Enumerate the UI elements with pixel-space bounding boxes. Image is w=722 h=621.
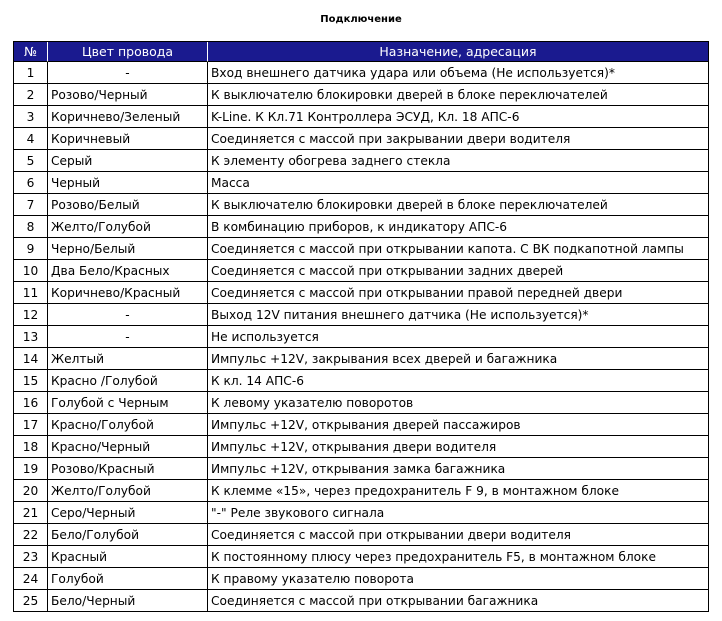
table-row: [14, 480, 709, 502]
table-row: [14, 392, 709, 414]
table-row: [14, 458, 709, 480]
cell-wire-color: Красно/Черный: [48, 436, 208, 458]
cell-num: 3: [14, 106, 48, 128]
cell-num: 11: [14, 282, 48, 304]
cell-wire-color: Красный: [48, 546, 208, 568]
table-row: [14, 370, 709, 392]
cell-purpose: Соединяется с массой при закрывании двери водителя: [208, 128, 709, 150]
cell-purpose: Импульс +12V, открывания дверей пассажиров: [208, 414, 709, 436]
table-row: [14, 194, 709, 216]
cell-purpose: Соединяется с массой при открывании капота. С ВК подкапотной лампы: [208, 238, 709, 260]
cell-num: 14: [14, 348, 48, 370]
cell-num: 1: [14, 62, 48, 84]
cell-purpose: "-" Реле звукового сигнала: [208, 502, 709, 524]
table-row: [14, 348, 709, 370]
connection-table: [13, 41, 709, 612]
table-row: [14, 216, 709, 238]
cell-num: 9: [14, 238, 48, 260]
cell-num: 4: [14, 128, 48, 150]
cell-purpose: К левому указателю поворотов: [208, 392, 709, 414]
cell-wire-color: Черно/Белый: [48, 238, 208, 260]
cell-wire-color: Розово/Черный: [48, 84, 208, 106]
cell-num: 20: [14, 480, 48, 502]
table-row: [14, 304, 709, 326]
cell-purpose: Выход 12V питания внешнего датчика (Не используется)*: [208, 304, 709, 326]
table-row: [14, 326, 709, 348]
cell-num: 23: [14, 546, 48, 568]
cell-wire-color: Розово/Красный: [48, 458, 208, 480]
cell-purpose: Импульс +12V, открывания двери водителя: [208, 436, 709, 458]
cell-num: 10: [14, 260, 48, 282]
cell-purpose: К кл. 14 АПС-6: [208, 370, 709, 392]
table-row: [14, 502, 709, 524]
table-row: [14, 62, 709, 84]
cell-num: 2: [14, 84, 48, 106]
cell-purpose: Масса: [208, 172, 709, 194]
cell-num: 16: [14, 392, 48, 414]
cell-wire-color: Серый: [48, 150, 208, 172]
table-row: [14, 524, 709, 546]
cell-purpose: К выключателю блокировки дверей в блоке переключателей: [208, 194, 709, 216]
cell-purpose: Соединяется с массой при открывании двери водителя: [208, 524, 709, 546]
cell-num: 15: [14, 370, 48, 392]
cell-purpose: К постоянному плюсу через предохранитель F5, в монтажном блоке: [208, 546, 709, 568]
cell-purpose: К выключателю блокировки дверей в блоке переключателей: [208, 84, 709, 106]
cell-num: 6: [14, 172, 48, 194]
cell-purpose: Соединяется с массой при открывании правой передней двери: [208, 282, 709, 304]
cell-wire-color: Серо/Черный: [48, 502, 208, 524]
cell-num: 19: [14, 458, 48, 480]
cell-wire-color: Коричнево/Зеленый: [48, 106, 208, 128]
cell-wire-color: Красно /Голубой: [48, 370, 208, 392]
table-row: [14, 172, 709, 194]
cell-purpose: Не используется: [208, 326, 709, 348]
table-row: [14, 106, 709, 128]
cell-wire-color: Бело/Голубой: [48, 524, 208, 546]
cell-wire-color: Коричневый: [48, 128, 208, 150]
cell-wire-color: Коричнево/Красный: [48, 282, 208, 304]
cell-purpose: К элементу обогрева заднего стекла: [208, 150, 709, 172]
cell-wire-color: Бело/Черный: [48, 590, 208, 612]
header-num: №: [14, 42, 48, 62]
table-row: [14, 260, 709, 282]
cell-wire-color: Голубой с Черным: [48, 392, 208, 414]
cell-wire-color: -: [48, 326, 208, 348]
cell-num: 18: [14, 436, 48, 458]
cell-purpose: В комбинацию приборов, к индикатору АПС-6: [208, 216, 709, 238]
header-wire-color: Цвет провода: [48, 42, 208, 62]
cell-wire-color: -: [48, 304, 208, 326]
cell-num: 22: [14, 524, 48, 546]
table-row: [14, 282, 709, 304]
table-header-row: [14, 42, 709, 62]
cell-num: 8: [14, 216, 48, 238]
cell-num: 17: [14, 414, 48, 436]
cell-wire-color: Желтый: [48, 348, 208, 370]
table-row: [14, 568, 709, 590]
table-row: [14, 590, 709, 612]
cell-wire-color: Желто/Голубой: [48, 480, 208, 502]
cell-wire-color: Красно/Голубой: [48, 414, 208, 436]
cell-wire-color: Розово/Белый: [48, 194, 208, 216]
table-row: [14, 436, 709, 458]
cell-num: 13: [14, 326, 48, 348]
cell-wire-color: Желто/Голубой: [48, 216, 208, 238]
header-purpose: Назначение, адресация: [208, 42, 709, 62]
cell-purpose: Импульс +12V, закрывания всех дверей и багажника: [208, 348, 709, 370]
table-row: [14, 128, 709, 150]
cell-purpose: Импульс +12V, открывания замка багажника: [208, 458, 709, 480]
table-row: [14, 150, 709, 172]
cell-purpose: Вход внешнего датчика удара или объема (Не используется)*: [208, 62, 709, 84]
table-row: [14, 238, 709, 260]
table-row: [14, 414, 709, 436]
cell-wire-color: -: [48, 62, 208, 84]
table-row: [14, 546, 709, 568]
cell-num: 21: [14, 502, 48, 524]
cell-num: 24: [14, 568, 48, 590]
table-row: [14, 84, 709, 106]
cell-num: 5: [14, 150, 48, 172]
page-title: Подключение: [320, 14, 402, 25]
cell-purpose: K-Line. К Кл.71 Контроллера ЭСУД, Кл. 18 АПС-6: [208, 106, 709, 128]
cell-purpose: К клемме «15», через предохранитель F 9, в монтажном блоке: [208, 480, 709, 502]
cell-wire-color: Голубой: [48, 568, 208, 590]
cell-num: 25: [14, 590, 48, 612]
cell-wire-color: Черный: [48, 172, 208, 194]
cell-num: 7: [14, 194, 48, 216]
cell-purpose: Соединяется с массой при открывании багажника: [208, 590, 709, 612]
cell-purpose: К правому указателю поворота: [208, 568, 709, 590]
cell-wire-color: Два Бело/Красных: [48, 260, 208, 282]
cell-purpose: Соединяется с массой при открывании задних дверей: [208, 260, 709, 282]
cell-num: 12: [14, 304, 48, 326]
